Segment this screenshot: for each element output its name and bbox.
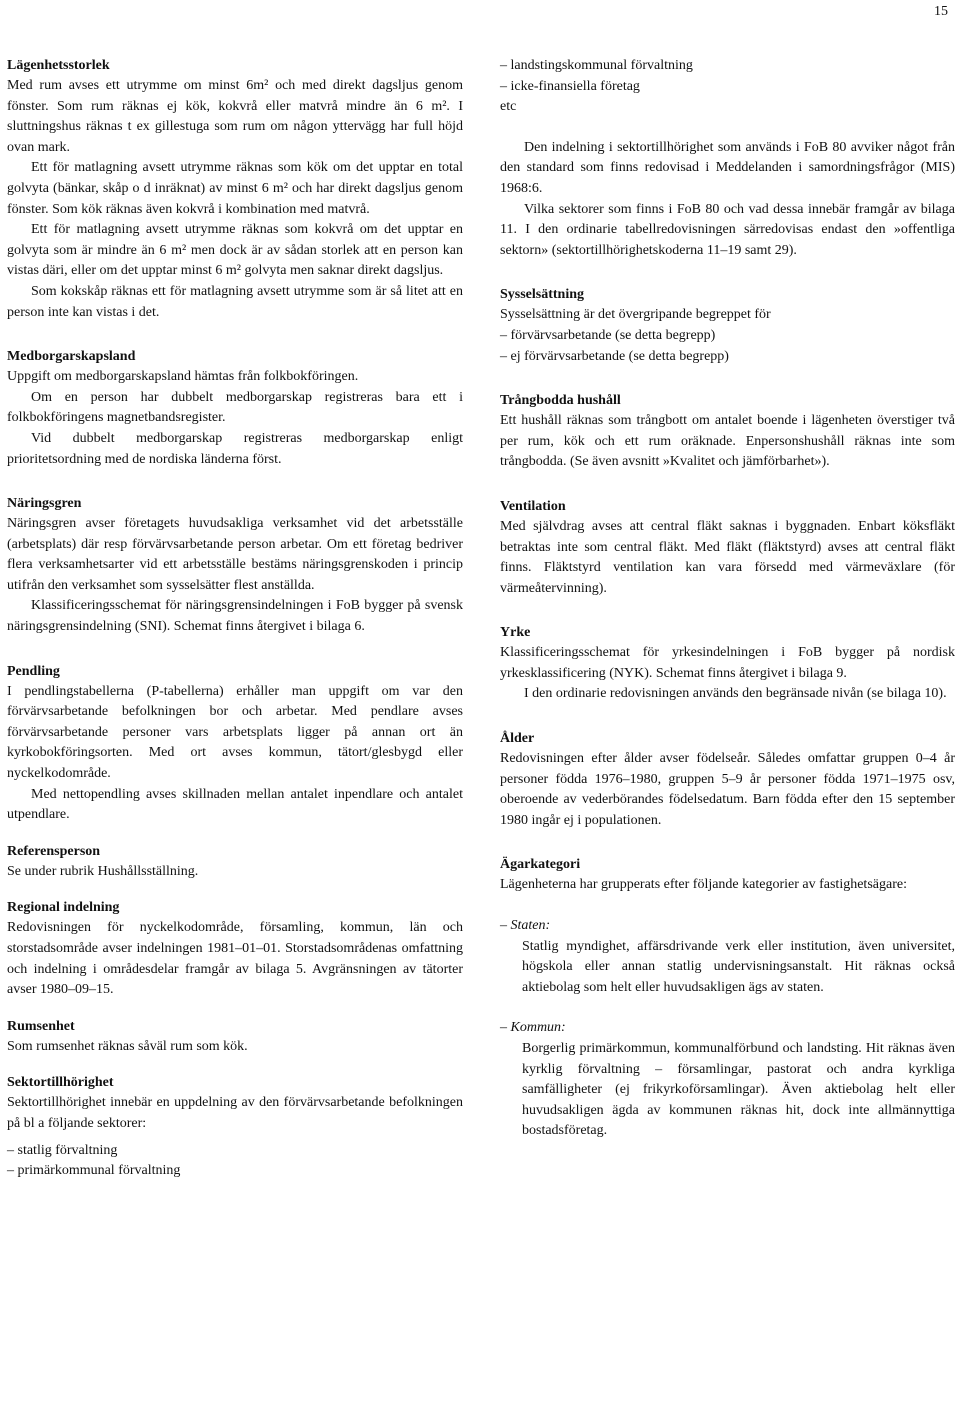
paragraph: Sysselsättning är det övergripande begreppet för xyxy=(500,307,771,323)
section-referensperson xyxy=(7,842,463,883)
heading-rumsenhet: Rumsenhet xyxy=(7,1018,75,1034)
heading-pendling: Pendling xyxy=(7,663,60,679)
left-column xyxy=(7,56,463,1192)
list-item: – primärkommunal förvaltning xyxy=(7,1163,181,1179)
category-body-kommun: Borgerlig primärkommun, kommunalförbund och landsting. Hit räknas även kyrklig förvaltning – församlingar, pastorat och andra kyrkliga samfälligheter (ej frikyrkoförsamlingar). Även aktiebolag helt eller huvudsakligen ägda av kommunen räknas hit, dock inte allmännyttiga bostadsföretag. xyxy=(522,1041,955,1139)
list-item: etc xyxy=(500,99,517,115)
heading-alder: Ålder xyxy=(500,731,535,747)
paragraph: Ett hushåll räknas som trångbott om antalet boende i lägenheten överstiger två per rum, kök och ett rum oräknade. Enpersonshushåll räknas inte som trångbodda. (Se även avsnitt »Kvalitet och jämförbarhet»). xyxy=(500,413,955,470)
section-sektor-continued xyxy=(500,56,955,261)
heading-sektortillhorighet: Sektortillhörighet xyxy=(7,1075,114,1091)
paragraph: Lägenheterna har grupperats efter följande kategorier av fastighetsägare: xyxy=(500,877,907,893)
section-lagenhetsstorlek xyxy=(7,56,463,323)
paragraph: Klassificeringsschemat för yrkesindelningen i FoB bygger på nordisk yrkesklassificering (NYK). Schemat finns återgivet i bilaga 9. xyxy=(500,645,955,681)
paragraph: Vid dubbelt medborgarskap registreras medborgarskap enligt prioritetsordning med de nordiska länderna först. xyxy=(7,430,463,467)
paragraph: I den ordinarie redovisningen används den begränsade nivån (se bilaga 10). xyxy=(524,686,947,702)
paragraph: Ett för matlagning avsett utrymme räknas som kök om det upptar en total golvyta (bänkar, skåp o d inräknat) av minst 6 m² och har direkt dagsljus genom fönster. Som kök räknas även kokvrå i kombination med matvrå. xyxy=(7,160,463,217)
section-rumsenhet xyxy=(7,1017,463,1058)
paragraph: I pendlingstabellerna (P-tabellerna) erhåller man uppgift om var den förvärvsarbetande befolkningen bor och arbetar. Med pendlare avses förvärvsarbetande personer vars arbetsplats ligger på annan ort än kyrkobokföringsorten. Med ort avses kommun, tätort/glesbygd eller nyckelkodområde. xyxy=(7,683,463,782)
paragraph: Uppgift om medborgarskapsland hämtas från folkbokföringen. xyxy=(7,369,359,385)
paragraph: Ett för matlagning avsett utrymme räknas som kokvrå om det upptar en golvyta som är mindre än 6 m² men dock är av sådan storlek att en person kan vistas däri, eller om det upptar minst 6 m² golvyta men saknar direkt dagsljus. xyxy=(7,222,463,279)
paragraph: Med självdrag avses att central fläkt saknas i byggnaden. Enbart köksfläkt betraktas inte som central fläkt. Med fläkt (fläktstyrd) avses att central fläkt finns. Fläktstyrd ventilation kan vara försedd med värmeväxlare (för värmeåtervinning). xyxy=(500,518,955,596)
heading-ventilation: Ventilation xyxy=(500,498,566,514)
paragraph: Som kokskåp räknas ett för matlagning avsett utrymme som är så litet att en person inte kan vistas i det. xyxy=(7,283,463,320)
section-trangbodda xyxy=(500,391,955,473)
section-pendling xyxy=(7,662,463,826)
section-regional-indelning xyxy=(7,898,463,1000)
heading-sysselsattning: Sysselsättning xyxy=(500,287,585,303)
paragraph: Redovisningen efter ålder avser födelseår. Således omfattar gruppen 0–4 år personer födda 1976–1980, gruppen 5–9 år personer födda 1971–1975 osv, oberoende av vederbörandes födelsedatum. Barn födda efter den 15 september 1980 ingår ej i populationen. xyxy=(500,751,955,828)
section-yrke xyxy=(500,623,955,705)
section-alder xyxy=(500,729,955,831)
heading-medborgarskapsland: Medborgarskapsland xyxy=(7,349,136,365)
paragraph: Näringsgren avser företagets huvudsakliga verksamhet vid det arbetsställe (arbetsplats) där resp förvärvsarbetande person arbetar. Om ett företag bedriver flera verksamhetsarter vid ett arbetsställe bestäms näringsgrenskoden i princip utifrån den verksamhet som sysselsätter flest anställda. xyxy=(7,516,463,593)
heading-lagenhetsstorlek: Lägenhetsstorlek xyxy=(7,58,110,73)
section-agarkategori xyxy=(500,855,955,1142)
right-column xyxy=(500,56,955,1152)
paragraph: Med rum avses ett utrymme om minst 6m² och med direkt dagsljus genom fönster. Som rum räknas ej kök, kokvrå eller matvrå mindre än 6 m². I sluttningshus räknas t ex gillestuga som rum om någon yttervägg har full höjd ovan mark. xyxy=(7,78,463,155)
paragraph: Vilka sektorer som finns i FoB 80 och vad dessa innebär framgår av bilaga 11. I den ordinarie tabellredovisningen särredovisas endast den »offentliga sektorn» (sektortillhörighetskoderna 11–19 samt 29). xyxy=(500,201,955,258)
heading-referensperson: Referensperson xyxy=(7,843,101,859)
category-title-kommun: – Kommun: xyxy=(500,1020,566,1036)
paragraph: Med nettopendling avses skillnaden mellan antalet inpendlare och antalet utpendlare. xyxy=(7,786,463,823)
list-item: – förvärvsarbetande (se detta begrepp) xyxy=(500,327,716,343)
paragraph: Klassificeringsschemat för näringsgrensindelningen i FoB bygger på svensk näringsgrensindelning (SNI). Schemat finns återgivet i bilaga 6. xyxy=(7,598,463,635)
heading-trangbodda: Trångbodda hushåll xyxy=(500,393,621,409)
heading-regional-indelning: Regional indelning xyxy=(7,900,120,916)
paragraph: Om en person har dubbelt medborgarskap registreras bara ett i folkbokföringens magnetbandsregister. xyxy=(7,389,463,426)
section-sysselsattning xyxy=(500,285,955,367)
heading-agarkategori: Ägarkategori xyxy=(500,857,581,873)
page-number: 15 xyxy=(934,4,948,19)
list-item: – ej förvärvsarbetande (se detta begrepp) xyxy=(500,348,729,364)
list-item: – statlig förvaltning xyxy=(7,1142,118,1158)
heading-naringsgren: Näringsgren xyxy=(7,496,82,512)
paragraph: Se under rubrik Hushållsställning. xyxy=(7,863,199,879)
heading-yrke: Yrke xyxy=(500,625,531,641)
paragraph: Sektortillhörighet innebär en uppdelning av den förvärvsarbetande befolkningen på bl a följande sektorer: xyxy=(7,1095,463,1131)
section-medborgarskapsland xyxy=(7,347,463,470)
paragraph: Redovisningen för nyckelkodområde, församling, kommun, län och storstadsområde avser indelningen 1981–01–01. Storstadsområdenas omfattning och indelning i områdesdelar framgår av bilaga 5. Avgränsningen av tätorter avser 1980–09–15. xyxy=(7,920,463,998)
paragraph: Den indelning i sektortillhörighet som används i FoB 80 avviker något från den standard som finns redovisad i Meddelanden i samordningsfrågor (MIS) 1968:6. xyxy=(500,139,955,196)
section-ventilation xyxy=(500,497,955,599)
category-body-staten: Statlig myndighet, affärsdrivande verk eller institution, även universitet, högskola eller annan statlig undervisningsanstalt. Hit räknas också aktiebolag som helt eller huvudsakligen ägs av staten. xyxy=(522,938,955,995)
list-item: – icke-finansiella företag xyxy=(500,78,640,94)
section-sektortillhorighet xyxy=(7,1073,463,1181)
category-title-staten: – Staten: xyxy=(500,918,551,934)
paragraph: Som rumsenhet räknas såväl rum som kök. xyxy=(7,1038,248,1054)
section-naringsgren xyxy=(7,494,463,638)
list-item: – landstingskommunal förvaltning xyxy=(500,58,693,73)
